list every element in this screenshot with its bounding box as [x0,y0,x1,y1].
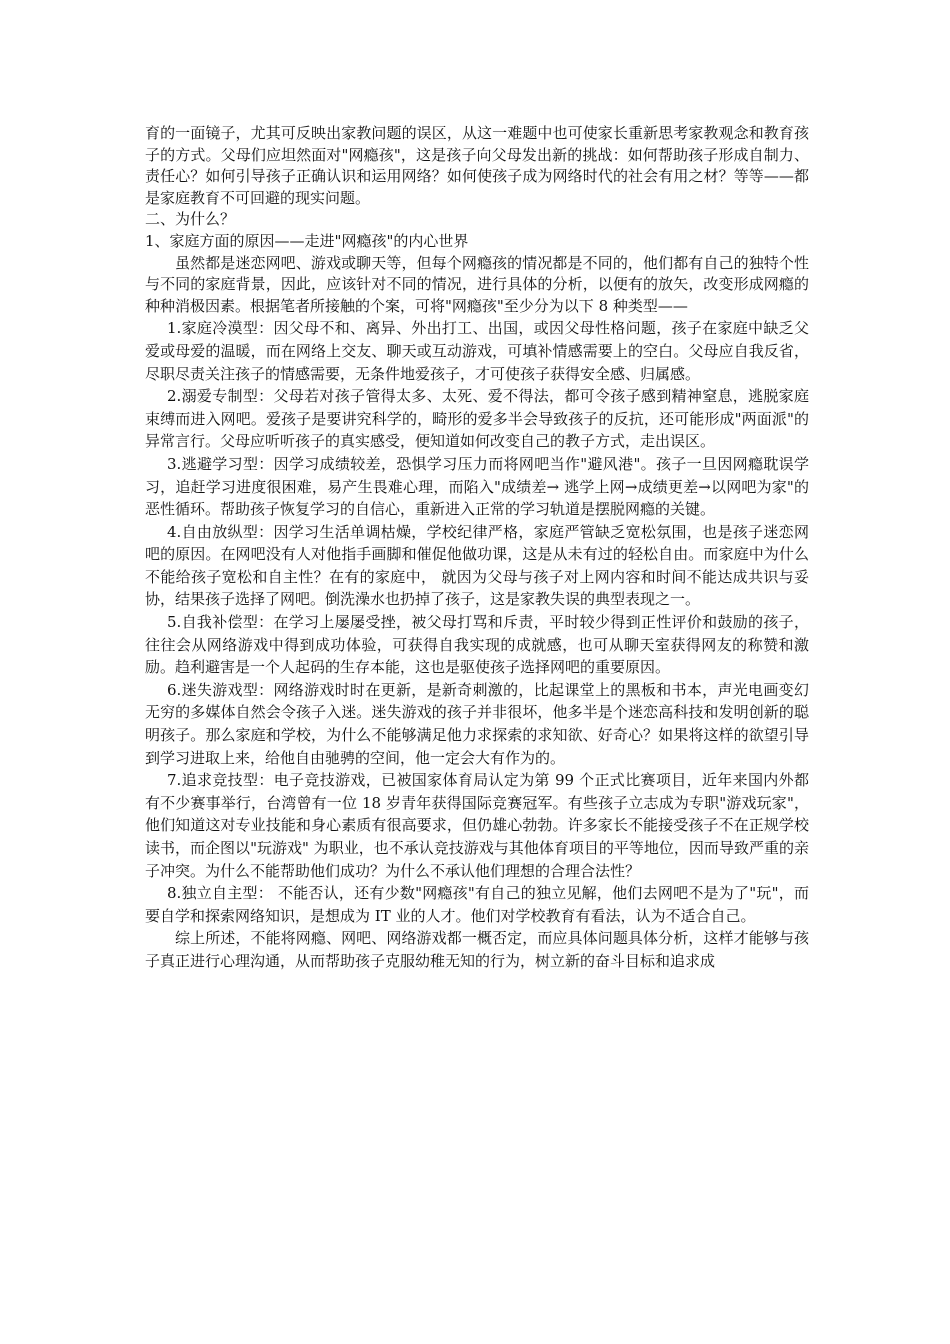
subsection-heading-family-reasons: 1、家庭方面的原因——走进"网瘾孩"的内心世界 [145,231,469,250]
paragraph-summary: 综上所述，不能将网瘾、网吧、网络游戏都一概否定，而应具体问题具体分析，这样才能够与孩子真正进行心理沟通，从而帮助孩子克服幼稚无知的行为，树立新的奋斗目标和追求成 [145,929,809,970]
paragraph-type-4: 4.自由放纵型：因学习生活单调枯燥，学校纪律严格，家庭严管缺乏宽松氛围，也是孩子迷恋网吧的原因。在网吧没有人对他指手画脚和催促他做功课，这是从未有过的轻松自由。而家庭中为什么不能给孩子宽松和自主性？在有的家庭中， 就因为父母与孩子对上网内容和时间不能达成共识与妥协，结果孩子选择了网吧。倒洗澡水也扔掉了孩子，这是家教失误的典型表现之一。 [145,522,809,609]
paragraph-intro-continuation: 育的一面镜子，尤其可反映出家教问题的误区，从这一难题中也可使家长重新思考家教观念和教育孩子的方式。父母们应坦然面对"网瘾孩"，这是孩子向父母发出新的挑战：如何帮助孩子形成自制力、责任心？如何引导孩子正确认识和运用网络？如何使孩子成为网络时代的社会有用之材？等等——都是家庭教育不可回避的现实问题。 [145,124,809,207]
paragraph-type-7: 7.追求竞技型：电子竞技游戏，已被国家体育局认定为第 99 个正式比赛项目，近年来国内外都有不少赛事举行，台湾曾有一位 18 岁青年获得国际竞赛冠军。有些孩子立志成为专职"游戏玩家"，他们知道这对专业技能和身心素质有很高要求，但仍雄心勃勃。许多家长不能接受孩子不在正规学校读书，而企图以"玩游戏" 为职业，也不承认竞技游戏与其他体育项目的平等地位，因而导致严重的亲子冲突。为什么不能帮助他们成功？为什么不承认他们理想的合理合法性？ [145,771,809,880]
paragraph-overview: 虽然都是迷恋网吧、游戏或聊天等，但每个网瘾孩的情况都是不同的，他们都有自己的独特个性与不同的家庭背景，因此，应该针对不同的情况，进行具体的分析，以便有的放矢，改变形成网瘾的种种消极因素。根据笔者所接触的个案，可将"网瘾孩"至少分为以下 8 种类型—— [145,253,809,315]
paragraph-type-6: 6.迷失游戏型：网络游戏时时在更新，是新奇刺激的，比起课堂上的黑板和书本，声光电画变幻无穷的多媒体自然会令孩子入迷。迷失游戏的孩子并非很坏，他多半是个迷恋高科技和发明创新的聪明孩子。那么家庭和学校，为什么不能够满足他力求探索的求知欲、好奇心？如果将这样的欲望引导到学习进取上来，给他自由驰骋的空间，他一定会大有作为的。 [145,680,809,767]
section-heading-why: 二、为什么？ [145,210,236,229]
paragraph-type-8: 8.独立自主型： 不能否认，还有少数"网瘾孩"有自己的独立见解，他们去网吧不是为了"玩"，而要自学和探索网络知识，是想成为 IT 业的人才。他们对学校教育有看法，认为不适合自己。 [145,884,809,925]
document-page [145,123,809,973]
paragraph-type-2: 2.溺爱专制型：父母若对孩子管得太多、太死、爱不得法，都可令孩子感到精神窒息，逃脱家庭束缚而进入网吧。爱孩子是要讲究科学的，畸形的爱多半会导致孩子的反抗，还可能形成"两面派"的异常言行。父母应听听孩子的真实感受，便知道如何改变自己的教子方式，走出误区。 [145,387,809,451]
paragraph-type-1: 1.家庭冷漠型：因父母不和、离异、外出打工、出国，或因父母性格问题，孩子在家庭中缺乏父爱或母爱的温暖，而在网络上交友、聊天或互动游戏，可填补情感需要上的空白。父母应自我反省，尽职尽责关注孩子的情感需要，无条件地爱孩子，才可使孩子获得安全感、归属感。 [145,319,809,383]
paragraph-type-3: 3.逃避学习型：因学习成绩较差，恐惧学习压力而将网吧当作"避风港"。孩子一旦因网瘾耽误学习，追赶学习进度很困难，易产生畏难心理，而陷入"成绩差→ 逃学上网→成绩更差→以网吧为家"的恶性循环。帮助孩子恢复学习的自信心，重新进入正常的学习轨道是摆脱网瘾的关键。 [145,454,809,519]
paragraph-type-5: 5.自我补偿型：在学习上屡屡受挫，被父母打骂和斥责，平时较少得到正性评价和鼓励的孩子，往往会从网络游戏中得到成功体验，可获得自我实现的成就感，也可从聊天室获得网友的称赞和激励。趋利避害是一个人起码的生存本能，这也是驱使孩子选择网吧的重要原因。 [145,613,809,677]
